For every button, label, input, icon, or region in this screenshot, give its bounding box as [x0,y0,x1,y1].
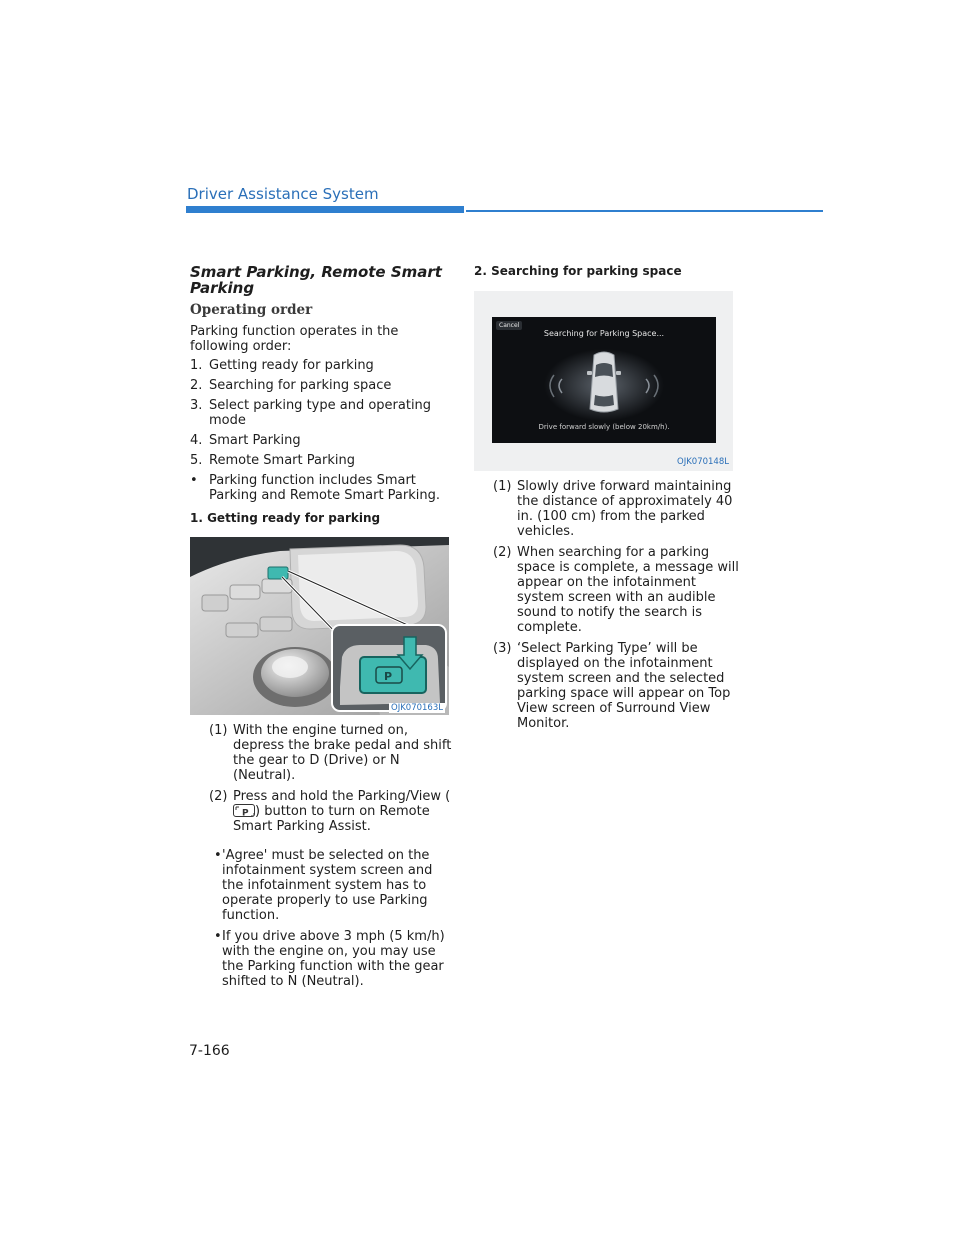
cancel-button[interactable]: Cancel [496,321,522,330]
step1-instructions [190,723,455,834]
notes-list [190,848,455,989]
step2-title: 2. Searching for parking space [474,264,682,278]
list-item: (2) Press and hold the Parking/View ( P ) button to turn on Remote Smart Parking Assist. [209,789,451,834]
list-item: 3. Select parking type and operating mode [190,398,432,428]
list-item: 4. Smart Parking [190,433,301,448]
list-item: (1) With the engine turned on, depress the brake pedal and shift the gear to D (Drive) or N (Neutral). [209,723,452,783]
left-column [190,264,455,995]
list-item: • 'Agree' must be selected on the infotainment system screen and the infotainment system has to operate properly to use Parking function. [214,848,433,923]
list-item: 2. Searching for parking space [190,378,392,393]
subtitle: Operating order [190,302,313,318]
list-item: 5. Remote Smart Parking [190,453,355,468]
figure-caption: OJK070163L [391,703,443,713]
console-figure [190,537,449,715]
page-number: 7-166 [189,1043,230,1059]
header-title: Driver Assistance System [187,185,379,203]
screen-message: Drive forward slowly (below 20km/h). [538,423,670,431]
parking-view-button-icon [233,804,255,817]
list-item: (1) Slowly drive forward maintaining the distance of approximately 40 in. (100 cm) from the parked vehicles. [493,479,733,539]
operating-order-list [190,358,455,503]
infotainment-figure [474,291,733,471]
intro-text: Parking function operates in the following order: [190,324,399,354]
right-column [474,264,739,737]
list-item: (2) When searching for a parking space is complete, a message will appear on the infotainment system screen with an audible sound to notify the search is complete. [493,545,739,635]
figure-caption: OJK070148L [677,457,729,467]
infotainment-screen [492,317,716,443]
header-bar-thin [466,210,823,212]
list-item: • If you drive above 3 mph (5 km/h) with the engine on, you may use the Parking function with the gear shifted to N (Neutral). [214,929,445,989]
section-title: Smart Parking, Remote Smart Parking [190,263,442,297]
screen-title: Searching for Parking Space... [543,329,665,338]
list-item: 1. Getting ready for parking [190,358,374,373]
list-item: (3) ‘Select Parking Type’ will be displayed on the infotainment system screen and the selected parking space will appear on Top View screen of Surround View Monitor. [493,641,731,731]
step2-instructions [474,479,739,731]
svg-text:P: P [384,670,393,683]
console-illustration [190,537,449,715]
list-item: • Parking function includes Smart Parking and Remote Smart Parking. [190,473,440,503]
step1-title: 1. Getting ready for parking [190,511,381,525]
header-bar-thick [186,206,464,213]
svg-text:P: P [242,808,249,818]
